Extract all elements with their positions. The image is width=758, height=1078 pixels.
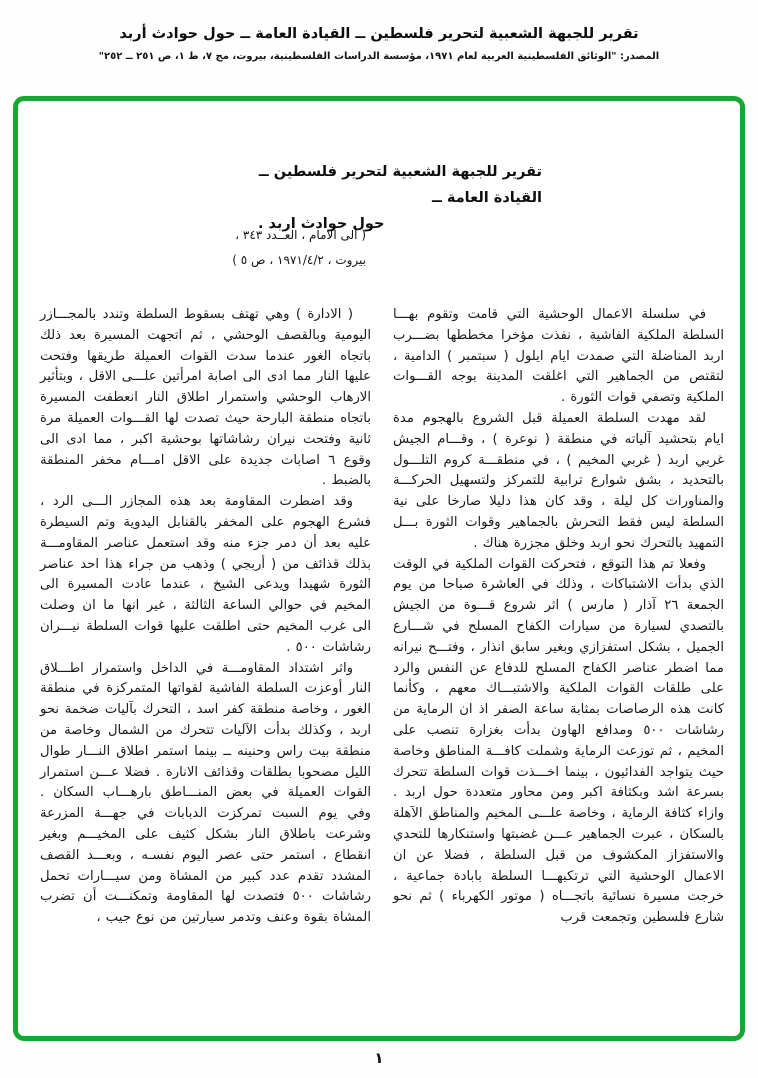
paragraph: وفعلا تم هذا التوقع ، فتحركت القوات الملكية في الوقت الذي بدأت الاشتباكات ، وذلك في العاشرة صباحا من يوم الجمعة ٢٦ آذار ( مارس ) اثر شروع قـــوة من الجيش بالتصدي لسيارة من سيارات الكفاح المسلح في شـــارع الجميل ، بشكل استفزازي وبغير سابق انذار ، وفتـــح نيرانه مما اضطر عناصر الكفاح المسلح للدفاع عن النفس والرد على طلقات القوات الملكية والاشتبـــاك معهم ، وكأنما كانت هذه الرصاصات بمثابة ساعة الصفر اذ ان الرماية من رشاشات ٥٠٠ ومدافع الهاون بدأت بغزارة تنصب على المخيم ، ثم توزعت الرماية وشملت كافـــة المناطق وخاصة حيث يتواجد الفدائيون ، بينما اخـــذت قوات السلطة تتحرك بسرعة اشد وبكثافة اكبر ومن محاور متعددة حول اربد . وازاء كثافة الرماية ، وخاصة علـــى المخيم والمناطق الآهلة بالسكان ، عبرت الجماهير عـــن غضبتها واستنكارها للتحدي والاستفزاز المكشوف من قبل السلطة ، فضلا عن ان الاعمال الوحشية التي ترتكبهـــا السلطة بابادة جماعية ، خرجت مسيرة نسائية باتجـــاه ( موتور الكهرباء ) ثم نحو شارع فلسطين وتجمعت قرب	[393, 556, 725, 926]
body-columns	[40, 305, 724, 929]
document-frame	[13, 96, 745, 1041]
page-title: تقرير للجبهة الشعبية لتحرير فلسطين ــ القيادة العامة ــ حول حوادث أربد	[119, 26, 639, 42]
paragraph: واثر اشتداد المقاومـــة في الداخل واستمرار اطـــلاق النار أوعزت السلطة الفاشية لقواتها المتمركزة في منطقة الغور ، وخاصة منطقة كفر اسد ، التحرك بآليات ضخمة نحو اربد ، وكذلك بدأت الآليات تتحرك من الشمال وخاصة من منطقة بيت راس وحنينه ــ بينما استمر اطلاق النـــار طوال الليل مصحوبا بطلقات وقذائف الانارة . فضلا عـــن استمرار القوات العميلة في بعض المنـــاطق بارهـــاب السكان . وفي يوم السبت تمركزت الدبابات في جهـــة المزرعة وشرعت باطلاق النار بشكل كثيف على المخيـــم وبغير انقطاع ، استمر حتى عصر اليوم نفسـه ، وبعـــد القصف المشدد تقدم عدد كبير من المشاة ومن سيـــارات تحمل رشاشات ٥٠٠ فتصدت لها المقاومة وتمكنـــت أن تضرب المشاة بقوة وعنف وتدمر سيارتين من نوع جيب ،	[40, 660, 371, 926]
citation-line2: بيروت ، ١٩٧١/٤/٢ ، ص ٥ )	[232, 253, 366, 267]
paragraph: لقد مهدت السلطة العميلة قبل الشروع بالهجوم مدة ايام بتحشيد آلياته في منطقة ( نوعرة ) ، وقـــام الجيش غربي اربد ( غربي المخيم ) ، في منطقـــة كروم التلـــول بالتحديد ، بشق شوارع ترابية للتمركز ولتسهيل الحركـــة والمناورات كل ليلة ، وقد كان هذا دليلا صارخا على نية السلطة ليس فقط التحرش بالجماهير وقوات الثورة بـــل التمهيد بالتحرك نحو اربد وخلق مجزرة هناك .	[393, 410, 724, 551]
document-title-line1: تقرير للجبهة الشعبية لتحرير فلسطين ــ القيادة العامة ــ	[258, 164, 542, 206]
paragraph: وقد اضطرت المقاومة بعد هذه المجازر الـــى الرد ، فشرع الهجوم على المخفر بالقنابل اليدوية وتم السيطرة عليه بعد أن دمر جزء منه وقد استعمل عناصر المقاومـــة بذلك قذائف من ( أربجي ) وذهب من جراء هذا احد عناصر الثورة شهيدا ويدعى الشيخ ، عندما عادت المسيرة الى المخيم في حوالي الساعة الثالثة ، غير انها ما ان وصلت الى غرب المخيم حتى اطلقت عليها قوات السلطة نيـــران رشاشات ٥٠٠ .	[40, 494, 371, 655]
citation-line1: ( الى الامام ، العــدد ٣٤٣ ،	[235, 228, 366, 242]
text-column-left	[40, 305, 371, 929]
paragraph: في سلسلة الاعمال الوحشية التي قامت وتقوم بهـــا السلطة الملكية الفاشية ، نفذت مؤخرا مخططها بضـــرب اربد المناضلة التي صمدت ايام ايلول ( سبتمبر ) الدامية ، لتقتص من الجماهير التي اغلقت المدينة بوجه القـــوات الملكية وتصفي قوات الثورة .	[393, 307, 724, 406]
source-citation: المصدر: "الوثائق الفلسطينية العربية لعام ١٩٧١، مؤسسة الدراسات الفلسطينية، بيروت، مج ٧، ط ١، ص ٢٥١ ــ ٢٥٢"	[98, 51, 660, 62]
page-number: ١	[374, 1049, 384, 1067]
publication-citation	[206, 223, 366, 273]
document-title-line2: حول حوادث اربد .	[258, 216, 385, 232]
paragraph: ( الادارة ) وهي تهتف بسقوط السلطة وتندد بالمجـــازر اليومية وبالقصف الوحشي ، ثم اتجهت المسيرة بعد ذلك باتجاه الغور عندما سدت القوات العميلة طريقها وفتحت عليها النار مما ادى الى اصابة امرأتين علـــى الاقل ، وبتأثير الارهاب الوحشي واستمرار اطلاق النار انعطفت المسيرة باتجاه منطقة البارحة حيث تصدت لها القـــوات العميلة مرة ثانية وفتحت نيران رشاشاتها بوحشية اكبر ، مما ادى الى وقوع ٦ اصابات جديدة على الاقل امـــام مخفر المنطقة بالضبط .	[40, 307, 371, 489]
text-column-right	[393, 305, 724, 929]
